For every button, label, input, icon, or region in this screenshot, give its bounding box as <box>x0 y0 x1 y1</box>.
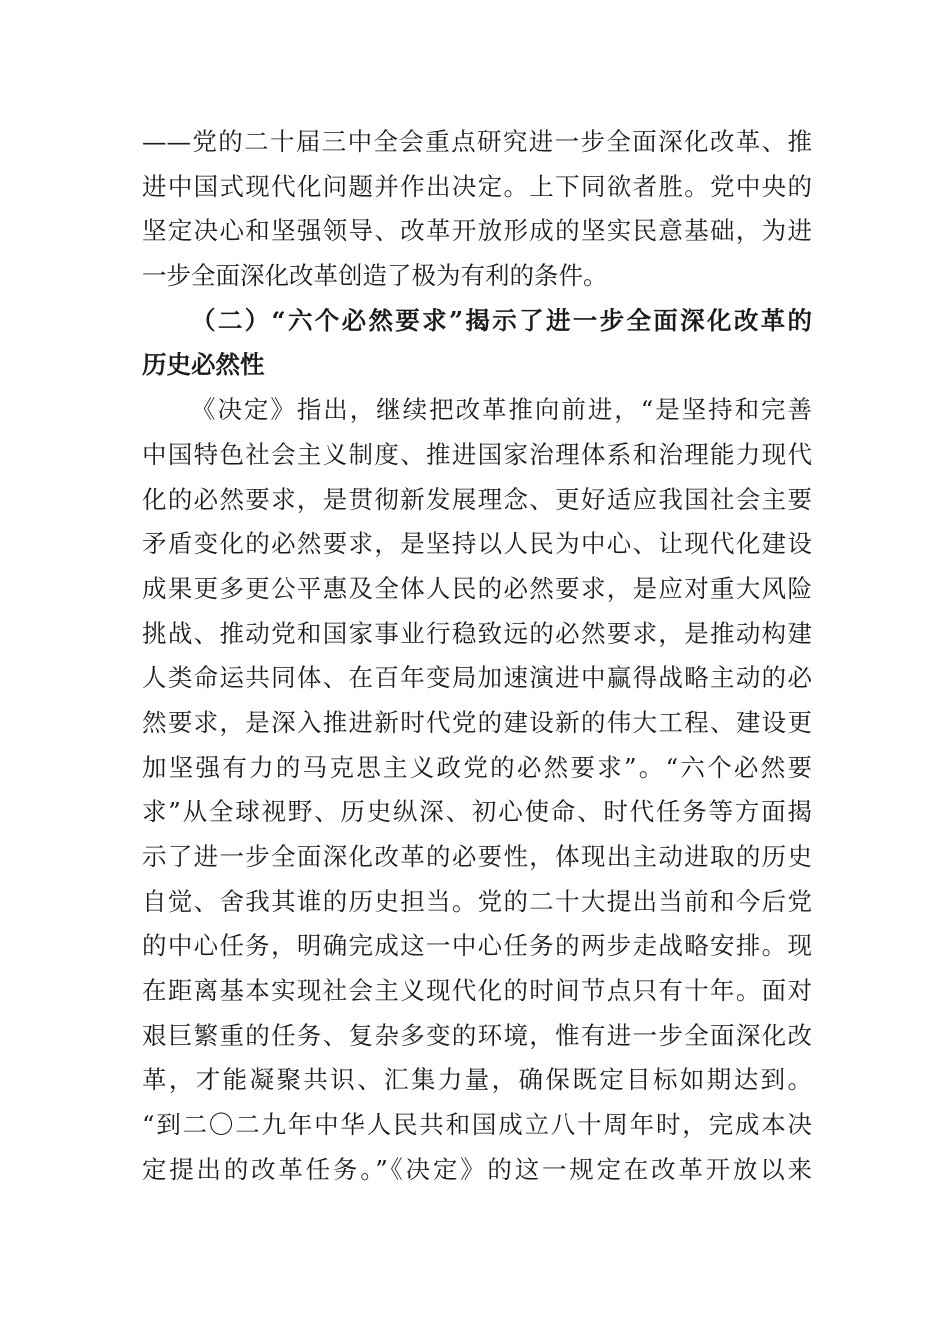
text-line: 的中心任务，明确完成这一中心任务的两步走战略安排。现 <box>142 931 812 961</box>
text-line: 进中国式现代化问题并作出决定。上下同欲者胜。党中央的 <box>142 171 812 201</box>
text-line: 然要求，是深入推进新时代党的建设新的伟大工程、建设更 <box>142 707 812 737</box>
text-line: 中国特色社会主义制度、推进国家治理体系和治理能力现代 <box>142 439 812 469</box>
text-line: 自觉、舍我其谁的历史担当。党的二十大提出当前和今后党 <box>142 886 812 916</box>
text-line: 在距离基本实现社会主义现代化的时间节点只有十年。面对 <box>142 976 812 1006</box>
text-line: 矛盾变化的必然要求，是坚持以人民为中心、让现代化建设 <box>142 529 812 559</box>
heading-line: 历史必然性 <box>142 350 265 380</box>
document-body <box>142 120 812 1193</box>
text-line: ——党的二十届三中全会重点研究进一步全面深化改革、推 <box>142 127 812 156</box>
text-line: 革，才能凝聚共识、汇集力量，确保既定目标如期达到。 <box>142 1065 812 1095</box>
text-line: 化的必然要求，是贯彻新发展理念、更好适应我国社会主要 <box>142 484 812 514</box>
text-line: 《决定》指出，继续把改革推向前进，“是坚持和完善 <box>191 395 812 425</box>
text-line: “到二〇二九年中华人民共和国成立八十周年时，完成本决 <box>142 1110 812 1140</box>
text-line: 一步全面深化改革创造了极为有利的条件。 <box>142 261 608 291</box>
paragraph <box>142 388 812 1192</box>
text-line: 人类命运共同体、在百年变局加速演进中赢得战略主动的必 <box>142 663 812 693</box>
text-line: 定提出的改革任务。”《决定》的这一规定在改革开放以来 <box>142 1154 812 1184</box>
text-line: 求”从全球视野、历史纵深、初心使命、时代任务等方面揭 <box>142 797 812 827</box>
text-line: 示了进一步全面深化改革的必要性，体现出主动进取的历史 <box>142 842 812 871</box>
text-line: 成果更多更公平惠及全体人民的必然要求，是应对重大风险 <box>142 573 812 603</box>
text-line: 加坚强有力的马克思主义政党的必然要求”。“六个必然要 <box>142 752 812 782</box>
text-line: 艰巨繁重的任务、复杂多变的环境，惟有进一步全面深化改 <box>142 1020 812 1050</box>
heading-line: （二）“六个必然要求”揭示了进一步全面深化改革的 <box>191 305 812 335</box>
section-heading <box>142 299 812 388</box>
text-line: 挑战、推动党和国家事业行稳致远的必然要求，是推动构建 <box>142 618 812 648</box>
text-line: 坚定决心和坚强领导、改革开放形成的坚实民意基础，为进 <box>142 216 812 246</box>
paragraph <box>142 120 812 299</box>
